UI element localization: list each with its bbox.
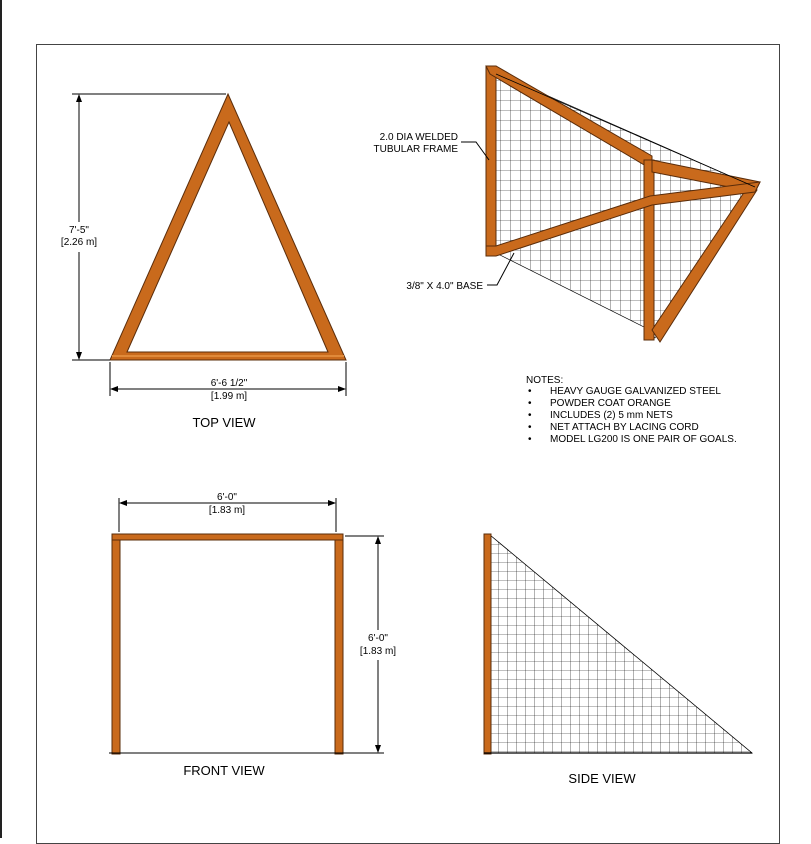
top-view-height-metric-label: [2.26 m]	[60, 237, 98, 248]
note-item: NET ATTACH BY LACING CORD	[550, 422, 699, 433]
top-view-width-metric-label: [1.99 m]	[210, 391, 248, 402]
top-view-height-label: 7'-5"	[69, 225, 89, 236]
front-view-height-metric-label: [1.83 m]	[359, 646, 397, 657]
frame-callout-line2: TUBULAR FRAME	[373, 144, 458, 155]
note-item: MODEL LG200 IS ONE PAIR OF GOALS.	[550, 434, 737, 445]
frame-callout-line1: 2.0 DIA WELDED	[379, 132, 458, 143]
front-view	[109, 492, 396, 778]
notes-bullet: •	[528, 398, 532, 409]
notes-bullet: •	[528, 410, 532, 421]
note-item: INCLUDES (2) 5 mm NETS	[550, 410, 673, 421]
notes-bullet: •	[528, 422, 532, 433]
side-view-post	[484, 534, 491, 754]
top-view-frame	[110, 94, 346, 360]
front-view-title: FRONT VIEW	[183, 763, 265, 778]
notes-block	[526, 375, 737, 445]
note-item: POWDER COAT ORANGE	[550, 398, 671, 409]
top-view-height-dimension	[72, 94, 226, 360]
notes-heading: NOTES:	[526, 375, 564, 386]
front-view-top-bar	[112, 534, 343, 540]
front-view-width-metric-label: [1.83 m]	[208, 505, 246, 516]
front-view-height-dimension	[345, 536, 384, 753]
notes-bullet: •	[528, 386, 532, 397]
isometric-view	[374, 66, 760, 342]
base-callout-label: 3/8" X 4.0" BASE	[406, 281, 483, 292]
note-item: HEAVY GAUGE GALVANIZED STEEL	[550, 386, 721, 397]
frame-callout-leader	[461, 142, 489, 160]
side-view-net	[490, 535, 752, 753]
top-view-width-label: 6'-6 1/2"	[210, 378, 248, 389]
side-view	[484, 534, 752, 786]
iso-rear-post	[644, 160, 654, 340]
iso-front-post	[486, 66, 496, 252]
front-view-height-label: 6'-0"	[368, 633, 388, 644]
front-view-left-post	[112, 534, 120, 754]
front-view-right-post	[335, 534, 343, 754]
front-view-width-label: 6'-0"	[217, 492, 237, 503]
top-view-title: TOP VIEW	[192, 415, 256, 430]
side-view-title: SIDE VIEW	[568, 771, 636, 786]
top-view	[61, 94, 346, 430]
notes-bullet: •	[528, 434, 532, 445]
